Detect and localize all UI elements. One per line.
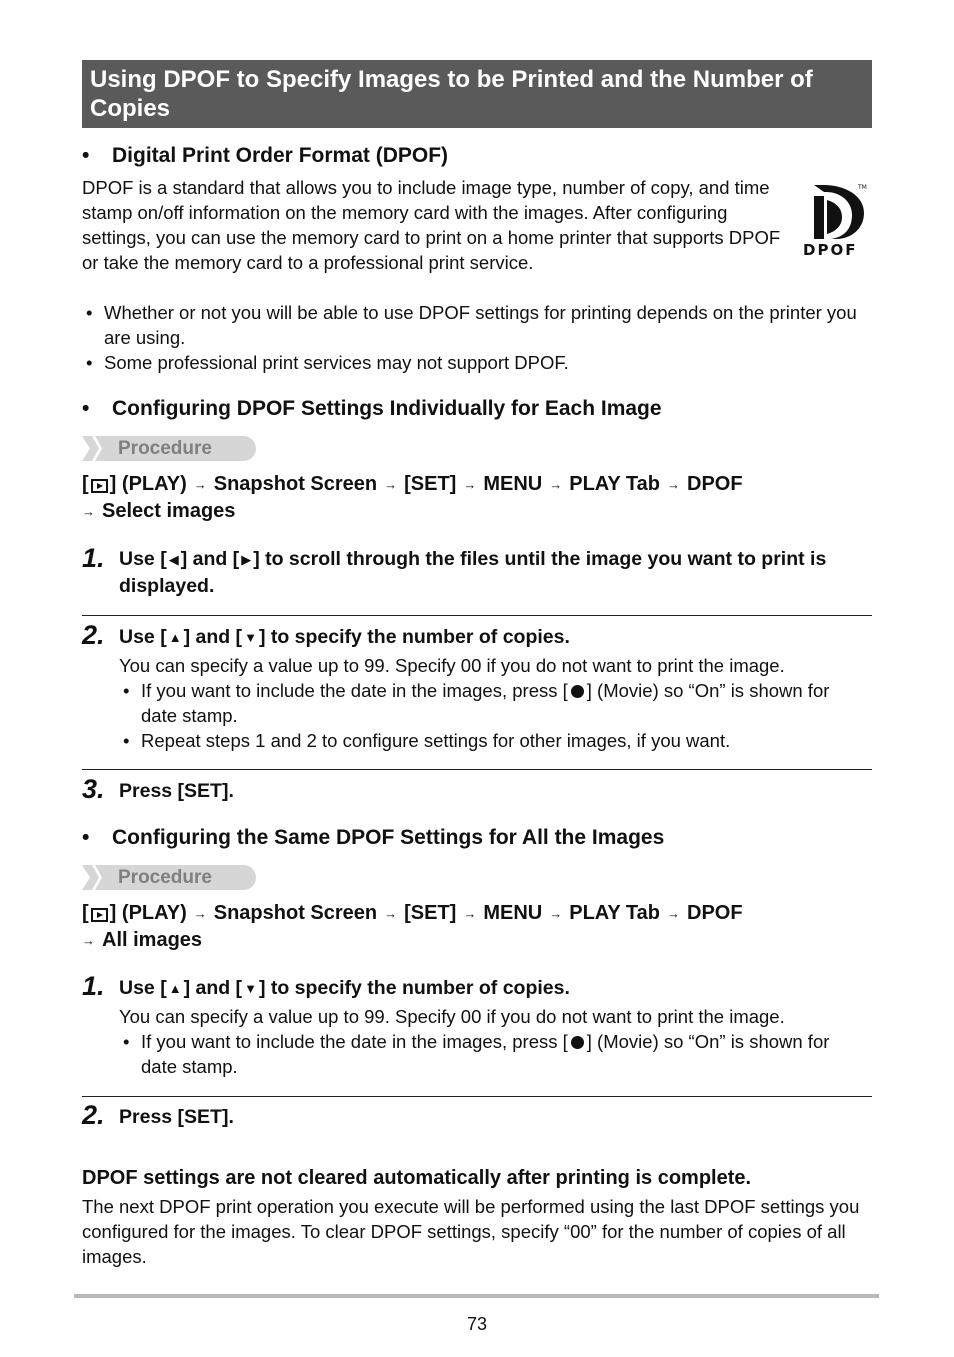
bullet: •	[82, 397, 90, 420]
note-text: Some professional print services may not support DPOF.	[104, 352, 569, 373]
note-text: Whether or not you will be able to use DPOF settings for printing depends on the printer you are using.	[104, 302, 857, 348]
dpof-logo-tm: TM	[858, 184, 867, 191]
bullet: •	[86, 302, 93, 323]
divider	[82, 615, 872, 616]
procedure-badge	[82, 865, 256, 890]
step-text: Press [SET].	[119, 780, 234, 802]
up-arrow-icon: ▲	[168, 630, 182, 645]
step-text: Use [ ▲ ] and [ ▼ ] to specify the number of copies.	[119, 975, 879, 1002]
procedure-badge	[82, 436, 256, 461]
record-dot-icon	[571, 1036, 584, 1049]
left-arrow-icon: ◀	[168, 552, 179, 567]
right-arrow-icon: ▶	[241, 552, 252, 567]
dpof-logo-mark	[814, 185, 864, 239]
step-body: You can specify a value up to 99. Specify 00 if you do not want to print the image.	[119, 1006, 785, 1027]
dpof-logo	[800, 182, 872, 258]
step-text: Press [SET].	[119, 1106, 234, 1128]
page-number: 73	[466, 1314, 488, 1334]
play-mode-icon	[91, 907, 108, 922]
note-bullet-1	[86, 300, 866, 350]
heading-dpof	[82, 143, 448, 168]
note-heading: DPOF settings are not cleared automatically after printing is complete.	[82, 1167, 752, 1189]
up-arrow-icon: ▲	[168, 981, 182, 996]
down-arrow-icon: ▼	[244, 981, 257, 996]
intro-paragraph: DPOF is a standard that allows you to include image type, number of copy, and time stamp on/off information on the memory card with the images. After configuring settings, you can use the memory card to print on a home printer that supports DPOF or take the memory card to a professional print service.	[82, 177, 781, 273]
heading-text: Digital Print Order Format (DPOF)	[112, 144, 449, 167]
dpof-logo-text: DPOF	[803, 241, 858, 258]
bullet: •	[82, 826, 90, 849]
page-title: Using DPOF to Specify Images to be Printed and the Number of Copies	[82, 60, 872, 128]
step-bullet: • If you want to include the date in the images, press [ ] (Movie) so “On” is shown for date stamp.	[123, 680, 830, 726]
step-number: 2.	[82, 620, 105, 650]
step-text: Use [ ◀ ] and [ ▶ ] to scroll through the files until the image you want to print is displayed.	[119, 548, 827, 597]
record-dot-icon	[571, 685, 584, 698]
step-bullet: • If you want to include the date in the images, press [ ] (Movie) so “On” is shown for date stamp.	[123, 1031, 830, 1077]
heading-text: Configuring DPOF Settings Individually for Each Image	[112, 397, 662, 420]
procedure-label: Procedure	[118, 867, 212, 888]
step-number: 3.	[82, 774, 105, 804]
procedure-label: Procedure	[118, 438, 212, 459]
play-mode-icon	[91, 478, 108, 493]
down-arrow-icon: ▼	[244, 630, 257, 645]
menu-path-individual: [ ] (PLAY) → Snapshot Screen → [SET] → MENU → PLAY Tab → DPOF → Select images	[82, 473, 743, 522]
bullet: •	[82, 144, 90, 167]
step-text: Use [ ▲ ] and [ ▼ ] to specify the number of copies.	[119, 624, 879, 651]
step-number: 2.	[82, 1100, 105, 1130]
heading-all-images	[82, 825, 664, 850]
heading-individual	[82, 396, 662, 421]
bullet: •	[86, 352, 93, 373]
menu-path-all: [ ] (PLAY) → Snapshot Screen → [SET] → MENU → PLAY Tab → DPOF → All images	[82, 902, 743, 951]
step-number: 1.	[82, 971, 105, 1001]
footer-rule	[74, 1294, 879, 1298]
note-body: The next DPOF print operation you execute will be performed using the last DPOF settings you configured for the images. To clear DPOF settings, specify “00” for the number of copies of all images.	[82, 1196, 860, 1267]
divider	[82, 769, 872, 770]
step-number: 1.	[82, 543, 105, 573]
divider	[82, 1096, 872, 1097]
step-bullet: • Repeat steps 1 and 2 to configure settings for other images, if you want.	[123, 730, 731, 751]
note-bullet-2	[86, 350, 866, 375]
step-body: You can specify a value up to 99. Specify 00 if you do not want to print the image.	[119, 655, 785, 676]
heading-text: Configuring the Same DPOF Settings for All the Images	[112, 826, 665, 849]
